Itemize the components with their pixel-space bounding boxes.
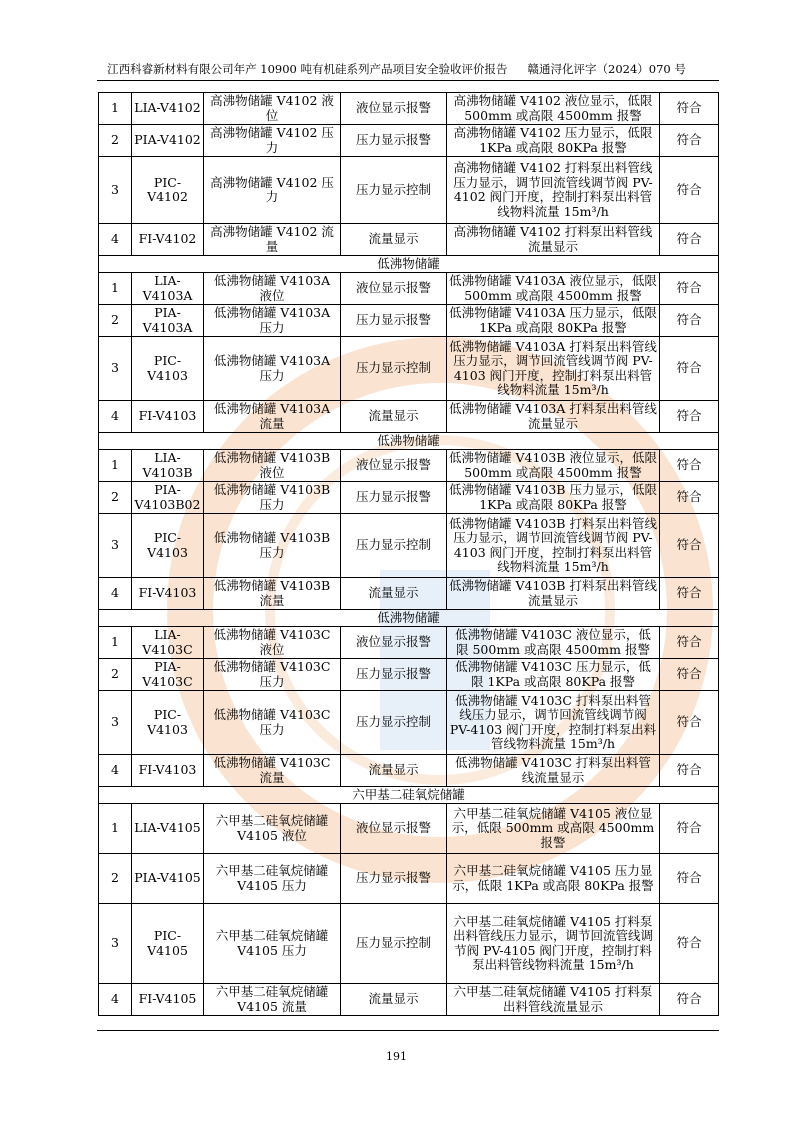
cell-detail: 低沸物储罐 V4103A 液位显示，低限 500mm 或高限 4500mm 报警 [447, 273, 660, 305]
cell-result: 符合 [660, 337, 719, 401]
cell-result: 符合 [660, 854, 719, 904]
cell-number: 2 [99, 854, 132, 904]
group-label: 低沸物储罐 [99, 256, 719, 273]
cell-detail: 六甲基二硅氧烷储罐 V4105 液位显示，低限 500mm 或高限 4500mm 报警 [447, 804, 660, 854]
cell-number: 1 [99, 450, 132, 482]
cell-tag: PIC-V4105 [132, 904, 204, 984]
cell-function: 液位显示报警 [341, 627, 447, 659]
cell-tag: LIA-V4103B [132, 450, 204, 482]
table-row [99, 984, 719, 1016]
table-row [99, 401, 719, 433]
table-row [99, 904, 719, 984]
cell-result: 符合 [660, 224, 719, 256]
cell-function: 压力显示报警 [341, 482, 447, 514]
table-row [99, 482, 719, 514]
cell-detail: 六甲基二硅氧烷储罐 V4105 打料泵出料管线压力显示，调节回流管线调节阀 PV-4105 阀门开度，控制打料泵出料管线物料流量 15m³/h [447, 904, 660, 984]
cell-function: 压力显示控制 [341, 904, 447, 984]
cell-function: 流量显示 [341, 578, 447, 610]
cell-tag: PIA-V4103C [132, 659, 204, 691]
cell-tag: PIC-V4103 [132, 514, 204, 578]
cell-function: 压力显示控制 [341, 337, 447, 401]
cell-tag: PIC-V4103 [132, 691, 204, 755]
table-row [99, 804, 719, 854]
page-number: 191 [386, 1050, 407, 1063]
cell-detail: 六甲基二硅氧烷储罐 V4105 打料泵出料管线流量显示 [447, 984, 660, 1016]
cell-description: 低沸物储罐 V4103C 流量 [204, 755, 341, 787]
cell-function: 流量显示 [341, 401, 447, 433]
table-row [99, 224, 719, 256]
cell-description: 低沸物储罐 V4103B 压力 [204, 514, 341, 578]
cell-detail: 低沸物储罐 V4103C 液位显示，低限 500mm 或高限 4500mm 报警 [447, 627, 660, 659]
cell-tag: LIA-V4102 [132, 93, 204, 125]
cell-function: 液位显示报警 [341, 450, 447, 482]
group-row [99, 610, 719, 627]
table-row [99, 854, 719, 904]
cell-function: 压力显示控制 [341, 514, 447, 578]
cell-description: 六甲基二硅氧烷储罐 V4105 流量 [204, 984, 341, 1016]
table-row [99, 450, 719, 482]
cell-function: 压力显示报警 [341, 305, 447, 337]
table-row [99, 273, 719, 305]
cell-detail: 高沸物储罐 V4102 打料泵出料管线压力显示，调节回流管线调节阀 PV-4102 阀门开度，控制打料泵出料管线物料流量 15m³/h [447, 157, 660, 224]
group-row [99, 433, 719, 450]
table-row [99, 578, 719, 610]
page-header [0, 62, 793, 76]
group-label: 六甲基二硅氧烷储罐 [99, 787, 719, 804]
cell-number: 3 [99, 904, 132, 984]
cell-result: 符合 [660, 157, 719, 224]
cell-description: 低沸物储罐 V4103C 压力 [204, 691, 341, 755]
cell-number: 1 [99, 804, 132, 854]
cell-detail: 低沸物储罐 V4103A 打料泵出料管线压力显示，调节回流管线调节阀 PV-4103 阀门开度，控制打料泵出料管线物料流量 15m³/h [447, 337, 660, 401]
cell-description: 低沸物储罐 V4103A 流量 [204, 401, 341, 433]
cell-tag: PIC-V4102 [132, 157, 204, 224]
cell-description: 六甲基二硅氧烷储罐 V4105 压力 [204, 904, 341, 984]
cell-tag: FI-V4103 [132, 755, 204, 787]
cell-function: 压力显示报警 [341, 659, 447, 691]
table-row [99, 157, 719, 224]
cell-description: 六甲基二硅氧烷储罐 V4105 液位 [204, 804, 341, 854]
cell-detail: 高沸物储罐 V4102 打料泵出料管线流量显示 [447, 224, 660, 256]
cell-number: 1 [99, 273, 132, 305]
cell-number: 3 [99, 514, 132, 578]
instrument-table [98, 92, 719, 1016]
cell-detail: 低沸物储罐 V4103B 打料泵出料管线流量显示 [447, 578, 660, 610]
cell-detail: 低沸物储罐 V4103B 压力显示，低限 1KPa 或高限 80KPa 报警 [447, 482, 660, 514]
cell-result: 符合 [660, 804, 719, 854]
cell-tag: FI-V4105 [132, 984, 204, 1016]
cell-description: 低沸物储罐 V4103C 液位 [204, 627, 341, 659]
cell-number: 1 [99, 93, 132, 125]
cell-tag: FI-V4103 [132, 401, 204, 433]
cell-function: 压力显示控制 [341, 691, 447, 755]
cell-description: 六甲基二硅氧烷储罐 V4105 压力 [204, 854, 341, 904]
cell-number: 3 [99, 157, 132, 224]
cell-description: 高沸物储罐 V4102 流量 [204, 224, 341, 256]
cell-description: 低沸物储罐 V4103A 压力 [204, 337, 341, 401]
cell-result: 符合 [660, 273, 719, 305]
table-row [99, 514, 719, 578]
cell-result: 符合 [660, 627, 719, 659]
cell-number: 2 [99, 125, 132, 157]
table-row [99, 659, 719, 691]
cell-number: 3 [99, 691, 132, 755]
cell-number: 4 [99, 755, 132, 787]
cell-result: 符合 [660, 755, 719, 787]
cell-function: 压力显示报警 [341, 125, 447, 157]
cell-description: 高沸物储罐 V4102 压力 [204, 157, 341, 224]
cell-detail: 低沸物储罐 V4103C 打料泵出料管线压力显示，调节回流管线调节阀 PV-4103 阀门开度，控制打料泵出料管线物料流量 15m³/h [447, 691, 660, 755]
cell-result: 符合 [660, 691, 719, 755]
table-row [99, 755, 719, 787]
cell-number: 2 [99, 305, 132, 337]
cell-result: 符合 [660, 659, 719, 691]
cell-function: 流量显示 [341, 984, 447, 1016]
cell-detail: 低沸物储罐 V4103B 液位显示，低限 500mm 或高限 4500mm 报警 [447, 450, 660, 482]
document-number: 赣通浔化评字（2024）070 号 [527, 62, 686, 76]
cell-number: 4 [99, 984, 132, 1016]
cell-number: 2 [99, 482, 132, 514]
group-row [99, 256, 719, 273]
cell-function: 液位显示报警 [341, 273, 447, 305]
cell-tag: LIA-V4103A [132, 273, 204, 305]
cell-result: 符合 [660, 125, 719, 157]
cell-result: 符合 [660, 305, 719, 337]
table-row [99, 627, 719, 659]
cell-detail: 低沸物储罐 V4103C 打料泵出料管线流量显示 [447, 755, 660, 787]
cell-detail: 高沸物储罐 V4102 压力显示，低限 1KPa 或高限 80KPa 报警 [447, 125, 660, 157]
cell-number: 2 [99, 659, 132, 691]
cell-result: 符合 [660, 904, 719, 984]
cell-detail: 低沸物储罐 V4103C 压力显示，低限 1KPa 或高限 80KPa 报警 [447, 659, 660, 691]
header-rule [97, 80, 719, 81]
cell-tag: PIC-V4103 [132, 337, 204, 401]
cell-number: 1 [99, 627, 132, 659]
cell-tag: FI-V4102 [132, 224, 204, 256]
cell-result: 符合 [660, 482, 719, 514]
cell-description: 低沸物储罐 V4103C 压力 [204, 659, 341, 691]
cell-function: 液位显示报警 [341, 93, 447, 125]
cell-function: 流量显示 [341, 755, 447, 787]
footer-rule [97, 1030, 719, 1031]
table-row [99, 305, 719, 337]
cell-result: 符合 [660, 514, 719, 578]
cell-detail: 高沸物储罐 V4102 液位显示，低限 500mm 或高限 4500mm 报警 [447, 93, 660, 125]
cell-tag: LIA-V4105 [132, 804, 204, 854]
table-row [99, 93, 719, 125]
cell-result: 符合 [660, 401, 719, 433]
cell-number: 4 [99, 224, 132, 256]
cell-tag: PIA-V4103A [132, 305, 204, 337]
cell-tag: PIA-V4103B02 [132, 482, 204, 514]
cell-description: 低沸物储罐 V4103B 压力 [204, 482, 341, 514]
cell-result: 符合 [660, 93, 719, 125]
cell-function: 压力显示控制 [341, 157, 447, 224]
cell-function: 流量显示 [341, 224, 447, 256]
cell-detail: 低沸物储罐 V4103B 打料泵出料管线压力显示，调节回流管线调节阀 PV-4103 阀门开度，控制打料泵出料管线物料流量 15m³/h [447, 514, 660, 578]
cell-function: 压力显示报警 [341, 854, 447, 904]
group-label: 低沸物储罐 [99, 610, 719, 627]
cell-tag: FI-V4103 [132, 578, 204, 610]
cell-detail: 六甲基二硅氧烷储罐 V4105 压力显示，低限 1KPa 或高限 80KPa 报警 [447, 854, 660, 904]
cell-result: 符合 [660, 984, 719, 1016]
cell-function: 液位显示报警 [341, 804, 447, 854]
table-row [99, 125, 719, 157]
cell-number: 3 [99, 337, 132, 401]
cell-description: 高沸物储罐 V4102 液位 [204, 93, 341, 125]
cell-result: 符合 [660, 450, 719, 482]
group-row [99, 787, 719, 804]
cell-description: 低沸物储罐 V4103A 液位 [204, 273, 341, 305]
cell-description: 低沸物储罐 V4103B 液位 [204, 450, 341, 482]
cell-tag: LIA-V4103C [132, 627, 204, 659]
cell-description: 高沸物储罐 V4102 压力 [204, 125, 341, 157]
cell-detail: 低沸物储罐 V4103A 压力显示，低限 1KPa 或高限 80KPa 报警 [447, 305, 660, 337]
cell-number: 4 [99, 578, 132, 610]
cell-result: 符合 [660, 578, 719, 610]
cell-detail: 低沸物储罐 V4103A 打料泵出料管线流量显示 [447, 401, 660, 433]
cell-number: 4 [99, 401, 132, 433]
report-title: 江西科睿新材料有限公司年产 10900 吨有机硅系列产品项目安全验收评价报告 [107, 62, 508, 76]
table-row [99, 691, 719, 755]
table-row [99, 337, 719, 401]
cell-description: 低沸物储罐 V4103B 流量 [204, 578, 341, 610]
cell-description: 低沸物储罐 V4103A 压力 [204, 305, 341, 337]
cell-tag: PIA-V4102 [132, 125, 204, 157]
cell-tag: PIA-V4105 [132, 854, 204, 904]
group-label: 低沸物储罐 [99, 433, 719, 450]
